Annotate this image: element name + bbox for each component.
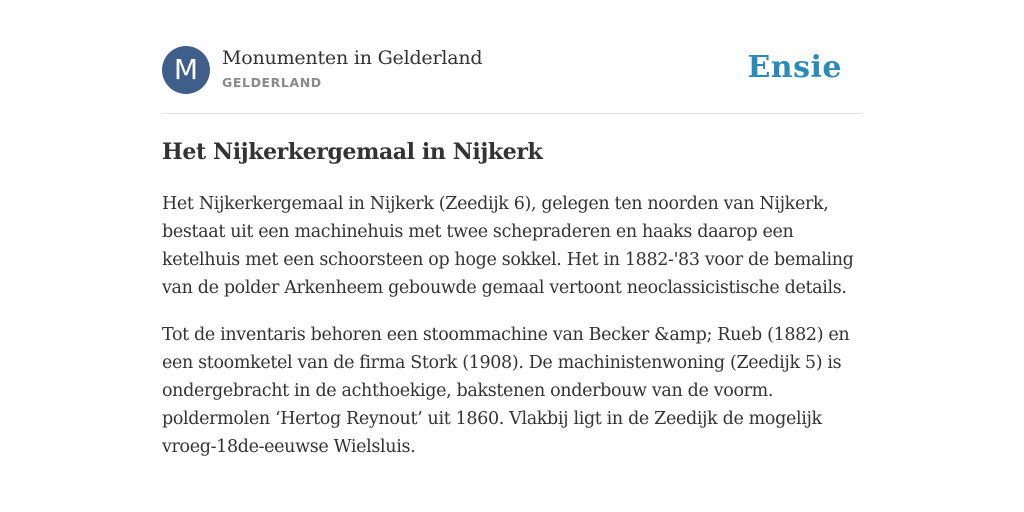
paragraph-line: vroeg-18de-eeuwse Wielsluis. [162, 437, 416, 457]
paragraph-line: bestaat uit een machinehuis met twee schepraderen en haaks daarop een [162, 222, 794, 242]
paragraph-line: ondergebracht in de achthoekige, bakstenen onderbouw van de voorm. [162, 381, 774, 401]
avatar[interactable]: M [162, 46, 210, 94]
paragraph-line: ketelhuis met een schoorsteen op hoge sokkel. Het in 1882-'83 voor de bemaling [162, 250, 854, 270]
article-paragraph-1 [162, 190, 862, 302]
paragraph-line: Tot de inventaris behoren een stoommachine van Becker &amp; Rueb (1882) en [162, 325, 850, 345]
ensie-logo[interactable]: Ensie [747, 50, 842, 85]
article-card [162, 0, 862, 512]
paragraph-line: Het Nijkerkergemaal in Nijkerk (Zeedijk 6), gelegen ten noorden van Nijkerk, [162, 194, 829, 214]
publication-subtitle: GELDERLAND [222, 75, 322, 90]
article-title: Het Nijkerkergemaal in Nijkerk [162, 139, 543, 165]
article-paragraph-2 [162, 321, 862, 461]
paragraph-line: van de polder Arkenheem gebouwde gemaal vertoont neoclassicistische details. [162, 278, 847, 298]
paragraph-line: een stoomketel van de firma Stork (1908). De machinistenwoning (Zeedijk 5) is [162, 353, 842, 373]
header [162, 46, 862, 96]
publication-title[interactable]: Monumenten in Gelderland [222, 47, 483, 69]
divider [162, 113, 862, 114]
paragraph-line: poldermolen ‘Hertog Reynout’ uit 1860. Vlakbij ligt in de Zeedijk de mogelijk [162, 409, 822, 429]
